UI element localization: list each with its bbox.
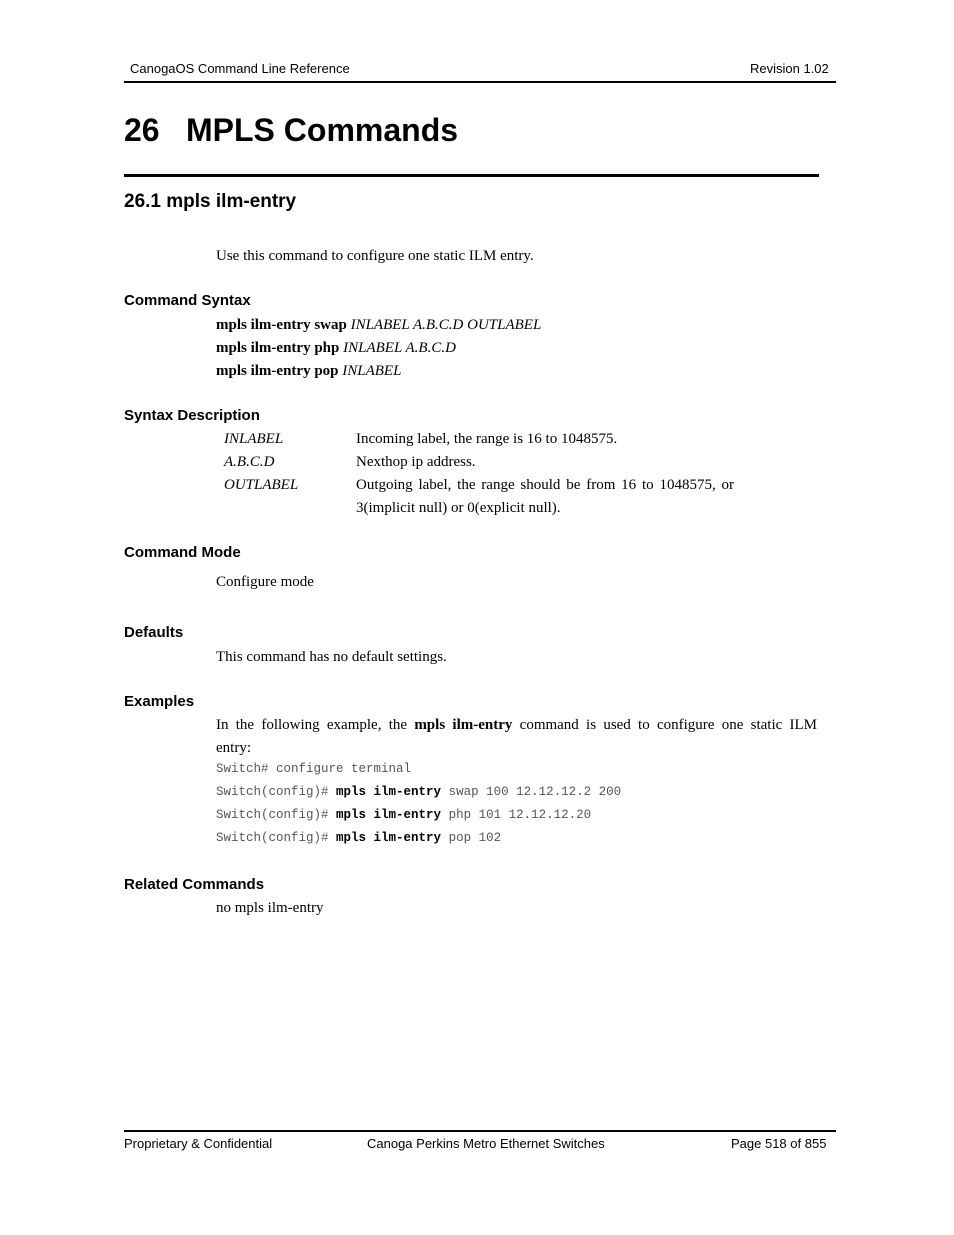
syntax-line xyxy=(216,314,541,337)
code-line xyxy=(216,785,621,799)
running-header-revision: Revision 1.02 xyxy=(750,61,829,76)
code-line xyxy=(216,831,501,845)
related-commands-text: no mpls ilm-entry xyxy=(216,900,324,916)
section-title: 26.1 mpls ilm-entry xyxy=(124,191,297,212)
code-args: pop 102 xyxy=(441,831,502,845)
command-mode-heading: Command Mode xyxy=(124,544,241,561)
param-description: Outgoing label, the range should be from 16 to 1048575, or xyxy=(356,477,734,493)
code-prompt: Switch(config)# xyxy=(216,808,337,822)
param-description: Nexthop ip address. xyxy=(356,454,476,470)
syntax-params: INLABEL A.B.C.D OUTLABEL xyxy=(350,317,542,333)
examples-intro-pre: In the following example, the xyxy=(216,717,408,733)
syntax-line xyxy=(216,360,401,383)
code-command: mpls ilm-entry xyxy=(336,831,442,845)
examples-heading: Examples xyxy=(124,693,195,710)
footer-rule xyxy=(124,1130,836,1132)
examples-intro xyxy=(216,714,817,737)
footer-product: Canoga Perkins Metro Ethernet Switches xyxy=(367,1136,605,1151)
param-description: Incoming label, the range is 16 to 1048575. xyxy=(356,431,618,447)
code-prompt: Switch(config)# xyxy=(216,785,337,799)
syntax-command: mpls ilm-entry pop xyxy=(216,363,339,379)
footer-page-number: Page 518 of 855 xyxy=(731,1136,827,1151)
chapter-number: 26 xyxy=(124,112,160,148)
syntax-line xyxy=(216,337,456,360)
code-args: swap 100 12.12.12.2 200 xyxy=(441,785,622,799)
param-term: A.B.C.D xyxy=(224,454,275,470)
code-line xyxy=(216,808,591,822)
examples-intro-command: mpls ilm-entry xyxy=(414,717,513,733)
param-term: INLABEL xyxy=(224,431,284,447)
chapter-title xyxy=(124,112,458,149)
code-line xyxy=(216,762,411,776)
syntax-command: mpls ilm-entry php xyxy=(216,340,340,356)
command-mode-text: Configure mode xyxy=(216,574,314,590)
code-command: mpls ilm-entry xyxy=(336,785,442,799)
related-commands-heading: Related Commands xyxy=(124,876,265,893)
syntax-params: INLABEL xyxy=(342,363,402,379)
defaults-heading: Defaults xyxy=(124,624,184,641)
chapter-title-text: MPLS Commands xyxy=(186,112,459,148)
defaults-text: This command has no default settings. xyxy=(216,649,447,665)
code-prompt: Switch# configure terminal xyxy=(216,762,412,776)
examples-intro-post: command is used to configure one static ILM xyxy=(519,717,818,733)
command-syntax-heading: Command Syntax xyxy=(124,292,251,309)
intro-text: Use this command to configure one static ILM entry. xyxy=(216,248,534,264)
syntax-description-heading: Syntax Description xyxy=(124,407,260,424)
chapter-rule xyxy=(124,174,819,177)
code-args: php 101 12.12.12.20 xyxy=(441,808,592,822)
footer-confidential: Proprietary & Confidential xyxy=(124,1136,273,1151)
syntax-params: INLABEL A.B.C.D xyxy=(343,340,456,356)
param-term: OUTLABEL xyxy=(224,477,299,493)
examples-intro-line2: entry: xyxy=(216,740,251,756)
code-command: mpls ilm-entry xyxy=(336,808,442,822)
running-header-title: CanogaOS Command Line Reference xyxy=(130,61,350,76)
code-prompt: Switch(config)# xyxy=(216,831,337,845)
syntax-command: mpls ilm-entry swap xyxy=(216,317,347,333)
header-rule xyxy=(124,81,836,83)
param-description-continued: 3(implicit null) or 0(explicit null). xyxy=(356,500,561,516)
